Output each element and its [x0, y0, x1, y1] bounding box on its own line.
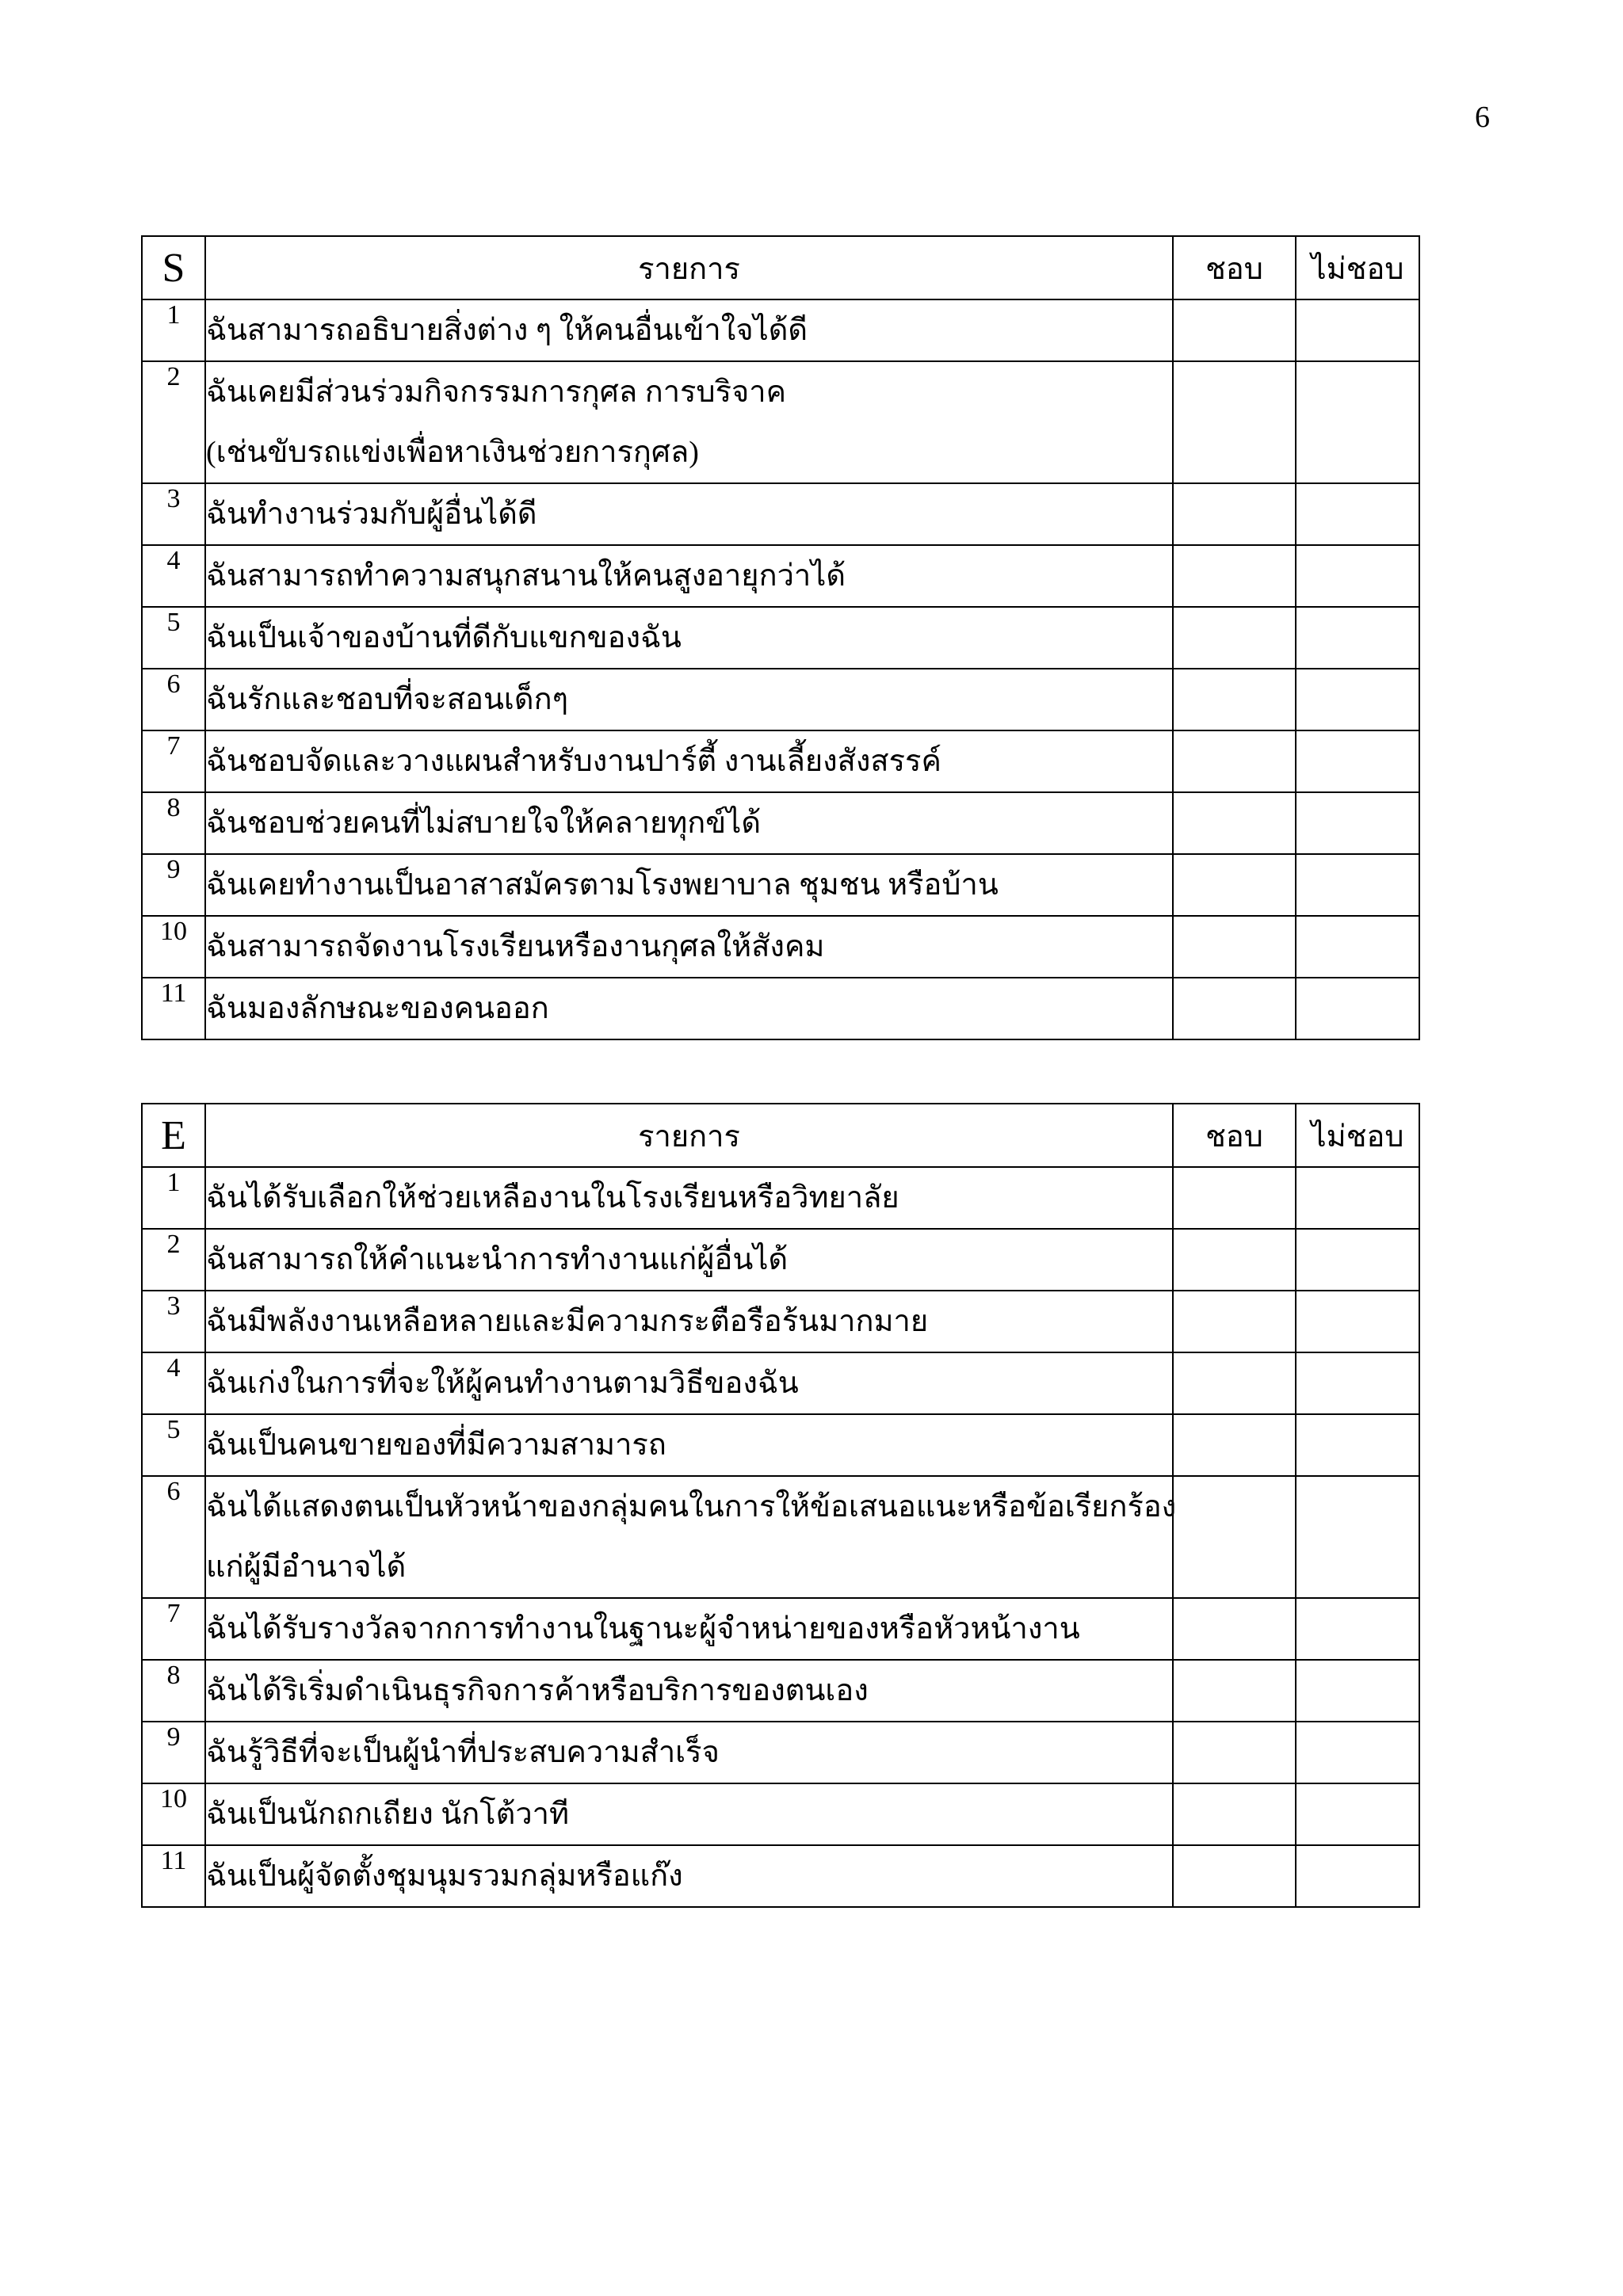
row-number: 4	[142, 545, 205, 607]
row-number: 6	[142, 669, 205, 730]
dislike-checkbox-cell[interactable]	[1296, 1660, 1419, 1722]
row-number: 1	[142, 1167, 205, 1229]
table-row	[142, 1660, 1419, 1722]
table-row	[142, 1414, 1419, 1476]
item-text	[205, 1291, 1173, 1352]
item-text-line: ฉันเก่งในการที่จะให้ผู้คนทำงานตามวิธีของฉัน	[206, 1367, 799, 1400]
item-text-line: ฉันมีพลังงานเหลือหลายและมีความกระตือรือร้นมากมาย	[206, 1305, 929, 1338]
dislike-checkbox-cell[interactable]	[1296, 1476, 1419, 1598]
like-checkbox-cell[interactable]	[1173, 669, 1296, 730]
item-text-line: ฉันได้แสดงตนเป็นหัวหน้าของกลุ่มคนในการให้ข้อเสนอแนะหรือข้อเรียกร้อง	[206, 1490, 1177, 1524]
item-text-line: ฉันได้รับรางวัลจากการทำงานในฐานะผู้จำหน่ายของหรือหัวหน้างาน	[206, 1612, 1080, 1646]
like-checkbox-cell[interactable]	[1173, 545, 1296, 607]
item-text-line: ฉันสามารถให้คำแนะนำการทำงานแก่ผู้อื่นได้	[206, 1243, 789, 1276]
table-row	[142, 361, 1419, 483]
row-number: 11	[142, 1845, 205, 1907]
item-text	[205, 483, 1173, 545]
dislike-checkbox-cell[interactable]	[1296, 1229, 1419, 1291]
table-row	[142, 607, 1419, 669]
item-text-line: ฉันชอบจัดและวางแผนสำหรับงานปาร์ตี้ งานเลี้ยงสังสรรค์	[206, 745, 941, 778]
table-row	[142, 730, 1419, 792]
like-checkbox-cell[interactable]	[1173, 1722, 1296, 1783]
row-number: 5	[142, 1414, 205, 1476]
item-text	[205, 1229, 1173, 1291]
table-row	[142, 916, 1419, 978]
item-text	[205, 854, 1173, 916]
like-checkbox-cell[interactable]	[1173, 1783, 1296, 1845]
row-number: 7	[142, 1598, 205, 1660]
like-checkbox-cell[interactable]	[1173, 978, 1296, 1039]
like-checkbox-cell[interactable]	[1173, 1598, 1296, 1660]
item-text	[205, 792, 1173, 854]
category-code: S	[142, 236, 205, 299]
table-row	[142, 1598, 1419, 1660]
item-text	[205, 978, 1173, 1039]
dislike-checkbox-cell[interactable]	[1296, 1845, 1419, 1907]
item-text-line: ฉันได้รับเลือกให้ช่วยเหลืองานในโรงเรียนหรือวิทยาลัย	[206, 1181, 899, 1215]
table-row	[142, 669, 1419, 730]
like-checkbox-cell[interactable]	[1173, 1845, 1296, 1907]
dislike-checkbox-cell[interactable]	[1296, 669, 1419, 730]
item-text	[205, 669, 1173, 730]
item-text-line: ฉันได้ริเริ่มดำเนินธุรกิจการค้าหรือบริการของตนเอง	[206, 1674, 869, 1707]
column-header-like: ชอบ	[1173, 1104, 1296, 1167]
table-row	[142, 1783, 1419, 1845]
item-text-line: ฉันรู้วิธีที่จะเป็นผู้นำที่ประสบความสำเร็จ	[206, 1736, 720, 1769]
item-text	[205, 1167, 1173, 1229]
item-text-line: ฉันเป็นคนขายของที่มีความสามารถ	[206, 1428, 666, 1462]
column-header-dislike: ไม่ชอบ	[1296, 1104, 1419, 1167]
row-number: 6	[142, 1476, 205, 1598]
dislike-checkbox-cell[interactable]	[1296, 730, 1419, 792]
like-checkbox-cell[interactable]	[1173, 1476, 1296, 1598]
item-text	[205, 1476, 1177, 1598]
table-row	[142, 854, 1419, 916]
dislike-checkbox-cell[interactable]	[1296, 1167, 1419, 1229]
item-text-line: ฉันสามารถอธิบายสิ่งต่าง ๆ ให้คนอื่นเข้าใจได้ดี	[206, 314, 808, 347]
like-checkbox-cell[interactable]	[1173, 361, 1296, 483]
like-checkbox-cell[interactable]	[1173, 299, 1296, 361]
row-number: 8	[142, 1660, 205, 1722]
item-text	[205, 1352, 1173, 1414]
like-checkbox-cell[interactable]	[1173, 1414, 1296, 1476]
survey-table-body	[142, 1104, 1419, 1907]
row-number: 3	[142, 483, 205, 545]
item-text-line: (เช่นขับรถแข่งเพื่อหาเงินช่วยการกุศล)	[206, 436, 699, 469]
column-header-item: รายการ	[205, 236, 1173, 299]
row-number: 3	[142, 1291, 205, 1352]
table-row	[142, 1291, 1419, 1352]
like-checkbox-cell[interactable]	[1173, 916, 1296, 978]
table-row	[142, 978, 1419, 1039]
row-number: 11	[142, 978, 205, 1039]
survey-table-e	[141, 1103, 1420, 1908]
table-row	[142, 1352, 1419, 1414]
item-text-line: ฉันรักและชอบที่จะสอนเด็กๆ	[206, 683, 569, 716]
row-number: 7	[142, 730, 205, 792]
survey-table-s	[141, 235, 1420, 1040]
page-number: 6	[1475, 101, 1490, 134]
column-header-like: ชอบ	[1173, 236, 1296, 299]
item-text	[205, 1414, 1173, 1476]
item-text	[205, 607, 1173, 669]
like-checkbox-cell[interactable]	[1173, 607, 1296, 669]
row-number: 4	[142, 1352, 205, 1414]
row-number: 10	[142, 916, 205, 978]
item-text-line: ฉันเคยมีส่วนร่วมกิจกรรมการกุศล การบริจาค	[206, 376, 787, 409]
column-header-dislike: ไม่ชอบ	[1296, 236, 1419, 299]
table-row	[142, 1722, 1419, 1783]
table-row	[142, 1845, 1419, 1907]
table-header-row	[142, 236, 1419, 299]
category-code: E	[142, 1104, 205, 1167]
dislike-checkbox-cell[interactable]	[1296, 1722, 1419, 1783]
dislike-checkbox-cell[interactable]	[1296, 607, 1419, 669]
like-checkbox-cell[interactable]	[1173, 1229, 1296, 1291]
column-header-item: รายการ	[205, 1104, 1173, 1167]
item-text	[205, 1845, 1173, 1907]
dislike-checkbox-cell[interactable]	[1296, 1783, 1419, 1845]
table-row	[142, 1476, 1419, 1598]
item-text	[205, 1722, 1173, 1783]
like-checkbox-cell[interactable]	[1173, 483, 1296, 545]
dislike-checkbox-cell[interactable]	[1296, 483, 1419, 545]
item-text-line: ฉันสามารถจัดงานโรงเรียนหรืองานกุศลให้สังคม	[206, 930, 825, 963]
dislike-checkbox-cell[interactable]	[1296, 916, 1419, 978]
survey-table-body	[142, 236, 1419, 1039]
item-text	[205, 1660, 1173, 1722]
item-text	[205, 730, 1173, 792]
like-checkbox-cell[interactable]	[1173, 730, 1296, 792]
table-header-row	[142, 1104, 1419, 1167]
like-checkbox-cell[interactable]	[1173, 1660, 1296, 1722]
table-row	[142, 792, 1419, 854]
dislike-checkbox-cell[interactable]	[1296, 978, 1419, 1039]
item-text-line: ฉันเคยทำงานเป็นอาสาสมัครตามโรงพยาบาล ชุมชน หรือบ้าน	[206, 868, 999, 902]
row-number: 5	[142, 607, 205, 669]
row-number: 2	[142, 1229, 205, 1291]
item-text-line: ฉันสามารถทำความสนุกสนานให้คนสูงอายุกว่าได้	[206, 559, 846, 593]
table-row	[142, 1167, 1419, 1229]
item-text-line: แก่ผู้มีอำนาจได้	[206, 1550, 407, 1584]
row-number: 1	[142, 299, 205, 361]
dislike-checkbox-cell[interactable]	[1296, 299, 1419, 361]
item-text	[205, 299, 1173, 361]
table-row	[142, 545, 1419, 607]
item-text-line: ฉันมองลักษณะของคนออก	[206, 992, 549, 1025]
table-row	[142, 1229, 1419, 1291]
dislike-checkbox-cell[interactable]	[1296, 1352, 1419, 1414]
like-checkbox-cell[interactable]	[1173, 792, 1296, 854]
like-checkbox-cell[interactable]	[1173, 1167, 1296, 1229]
item-text-line: ฉันทำงานร่วมกับผู้อื่นได้ดี	[206, 498, 537, 531]
item-text	[205, 361, 1173, 483]
dislike-checkbox-cell[interactable]	[1296, 792, 1419, 854]
table-row	[142, 299, 1419, 361]
item-text-line: ฉันเป็นนักถกเถียง นักโต้วาที	[206, 1798, 570, 1831]
item-text	[205, 1598, 1173, 1660]
like-checkbox-cell[interactable]	[1173, 854, 1296, 916]
item-text-line: ฉันชอบช่วยคนที่ไม่สบายใจให้คลายทุกข์ได้	[206, 807, 762, 840]
row-number: 9	[142, 1722, 205, 1783]
dislike-checkbox-cell[interactable]	[1296, 1414, 1419, 1476]
dislike-checkbox-cell[interactable]	[1296, 361, 1419, 483]
like-checkbox-cell[interactable]	[1173, 1352, 1296, 1414]
table-row	[142, 483, 1419, 545]
like-checkbox-cell[interactable]	[1173, 1291, 1296, 1352]
dislike-checkbox-cell[interactable]	[1296, 1598, 1419, 1660]
item-text-line: ฉันเป็นเจ้าของบ้านที่ดีกับแขกของฉัน	[206, 621, 682, 654]
dislike-checkbox-cell[interactable]	[1296, 854, 1419, 916]
item-text	[205, 1783, 1173, 1845]
item-text-line: ฉันเป็นผู้จัดตั้งชุมนุมรวมกลุ่มหรือแก๊ง	[206, 1859, 683, 1893]
dislike-checkbox-cell[interactable]	[1296, 545, 1419, 607]
item-text	[205, 545, 1173, 607]
dislike-checkbox-cell[interactable]	[1296, 1291, 1419, 1352]
row-number: 9	[142, 854, 205, 916]
item-text	[205, 916, 1173, 978]
row-number: 2	[142, 361, 205, 483]
row-number: 10	[142, 1783, 205, 1845]
row-number: 8	[142, 792, 205, 854]
